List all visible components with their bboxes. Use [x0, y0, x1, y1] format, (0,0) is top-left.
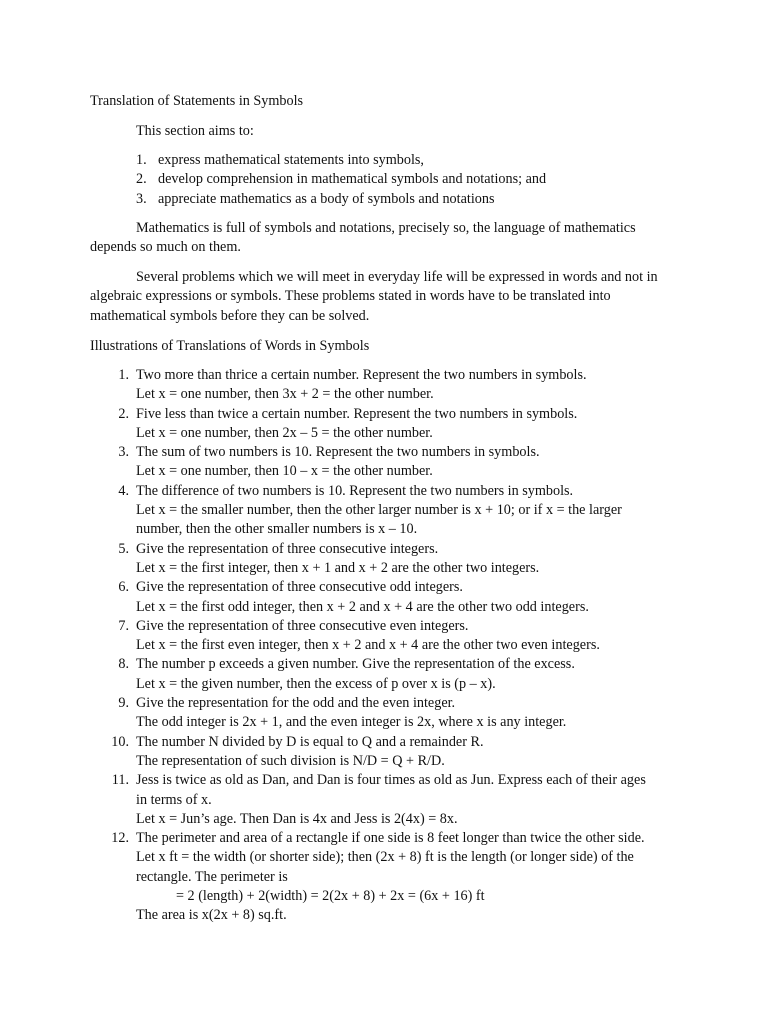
illustration-line: Five less than twice a certain number. Represent the two numbers in symbols. — [136, 405, 578, 422]
intro-lead: This section aims to: — [136, 123, 254, 139]
illustration-line: Let x = the first integer, then x + 1 and x + 2 are the other two integers. — [136, 559, 540, 576]
aim-item — [136, 170, 546, 189]
illustration-line: = 2 (length) + 2(width) = 2(2x + 8) + 2x = (6x + 16) ft — [176, 888, 485, 905]
illustration-line: Let x ft = the width (or shorter side); then (2x + 8) ft is the length (or longer side) of the — [136, 849, 634, 866]
illustration-line: Let x = one number, then 10 – x = the other number. — [136, 463, 433, 480]
illustration-line: Let x = the given number, then the excess of p over x is (p – x). — [136, 675, 496, 692]
illustration-line: Two more than thrice a certain number. Represent the two numbers in symbols. — [136, 367, 587, 383]
illustration-line: Give the representation of three consecutive odd integers. — [136, 579, 463, 596]
illustration-item — [103, 443, 693, 482]
aim-item — [136, 151, 546, 170]
aim-text: express mathematical statements into symbols, — [158, 152, 424, 168]
subheading: Illustrations of Translations of Words in Symbols — [90, 338, 370, 354]
illustration-line: The sum of two numbers is 10. Represent the two numbers in symbols. — [136, 444, 540, 461]
aim-item — [136, 190, 546, 209]
illustrations-list — [103, 366, 693, 926]
illustration-number: 9. — [118, 695, 129, 712]
document-title: Translation of Statements in Symbols — [90, 93, 304, 109]
illustration-number: 4. — [118, 482, 129, 499]
illustration-line: The number N divided by D is equal to Q and a remainder R. — [136, 733, 484, 750]
illustration-number: 6. — [118, 579, 129, 596]
illustration-line: Let x = one number, then 2x – 5 = the other number. — [136, 424, 433, 441]
illustration-line: Give the representation of three consecutive integers. — [136, 540, 439, 557]
illustration-line: Let x = the first odd integer, then x + 2 and x + 4 are the other two odd integers. — [136, 598, 589, 615]
illustration-line: Let x = one number, then 3x + 2 = the other number. — [136, 386, 434, 403]
illustration-item — [103, 694, 693, 733]
illustration-item — [103, 829, 693, 925]
paragraph: Mathematics is full of symbols and notations, precisely so, the language of mathematics depends so much on them. — [90, 220, 636, 256]
aim-number: 1. — [136, 152, 147, 168]
aim-text: develop comprehension in mathematical symbols and notations; and — [158, 171, 547, 188]
illustration-item — [103, 405, 693, 444]
aim-number: 2. — [136, 171, 147, 188]
illustration-number: 5. — [118, 540, 129, 557]
illustration-line: rectangle. The perimeter is — [136, 868, 288, 885]
illustration-number: 7. — [118, 617, 129, 634]
illustration-line: Give the representation for the odd and the even integer. — [136, 695, 456, 712]
aims-list — [136, 151, 546, 209]
illustration-item — [103, 578, 693, 617]
illustration-number: 8. — [118, 656, 129, 673]
aim-number: 3. — [136, 190, 147, 207]
illustration-number: 12. — [111, 830, 129, 847]
illustration-number: 2. — [118, 405, 129, 422]
illustration-number: 1. — [118, 367, 129, 383]
illustration-line: Let x = the smaller number, then the other larger number is x + 10; or if x = the larger — [136, 502, 622, 519]
illustration-number: 10. — [111, 733, 129, 750]
illustration-line: Jess is twice as old as Dan, and Dan is four times as old as Jun. Express each of their ages — [136, 772, 646, 789]
illustration-line: in terms of x. — [136, 791, 212, 808]
illustration-item — [103, 655, 693, 694]
illustration-number: 11. — [111, 772, 129, 789]
illustration-line: Give the representation of three consecutive even integers. — [136, 617, 469, 634]
illustration-line: The representation of such division is N/D = Q + R/D. — [136, 752, 445, 769]
illustration-line: The perimeter and area of a rectangle if one side is 8 feet longer than twice the other side. — [136, 830, 645, 847]
illustration-line: The odd integer is 2x + 1, and the even integer is 2x, where x is any integer. — [136, 714, 567, 731]
illustration-item — [103, 482, 693, 540]
illustration-item — [103, 733, 693, 772]
illustration-item — [103, 617, 693, 656]
illustration-line: The area is x(2x + 8) sq.ft. — [136, 907, 287, 924]
illustration-line: number, then the other smaller numbers is x – 10. — [136, 521, 418, 538]
illustration-item — [103, 771, 693, 829]
illustration-line: The difference of two numbers is 10. Represent the two numbers in symbols. — [136, 482, 574, 499]
illustration-line: The number p exceeds a given number. Give the representation of the excess. — [136, 656, 575, 673]
illustration-item — [103, 540, 693, 579]
illustration-number: 3. — [118, 444, 129, 461]
illustration-line: Let x = the first even integer, then x + 2 and x + 4 are the other two even integers. — [136, 637, 600, 654]
paragraph: Several problems which we will meet in everyday life will be expressed in words and not in algebraic expressions or symbols. These problems stated in words have to be translated into mathematical symbols before they can be solved. — [90, 269, 658, 324]
illustration-line: Let x = Jun’s age. Then Dan is 4x and Jess is 2(4x) = 8x. — [136, 810, 458, 827]
aim-text: appreciate mathematics as a body of symbols and notations — [158, 190, 495, 207]
illustration-item — [103, 366, 693, 405]
